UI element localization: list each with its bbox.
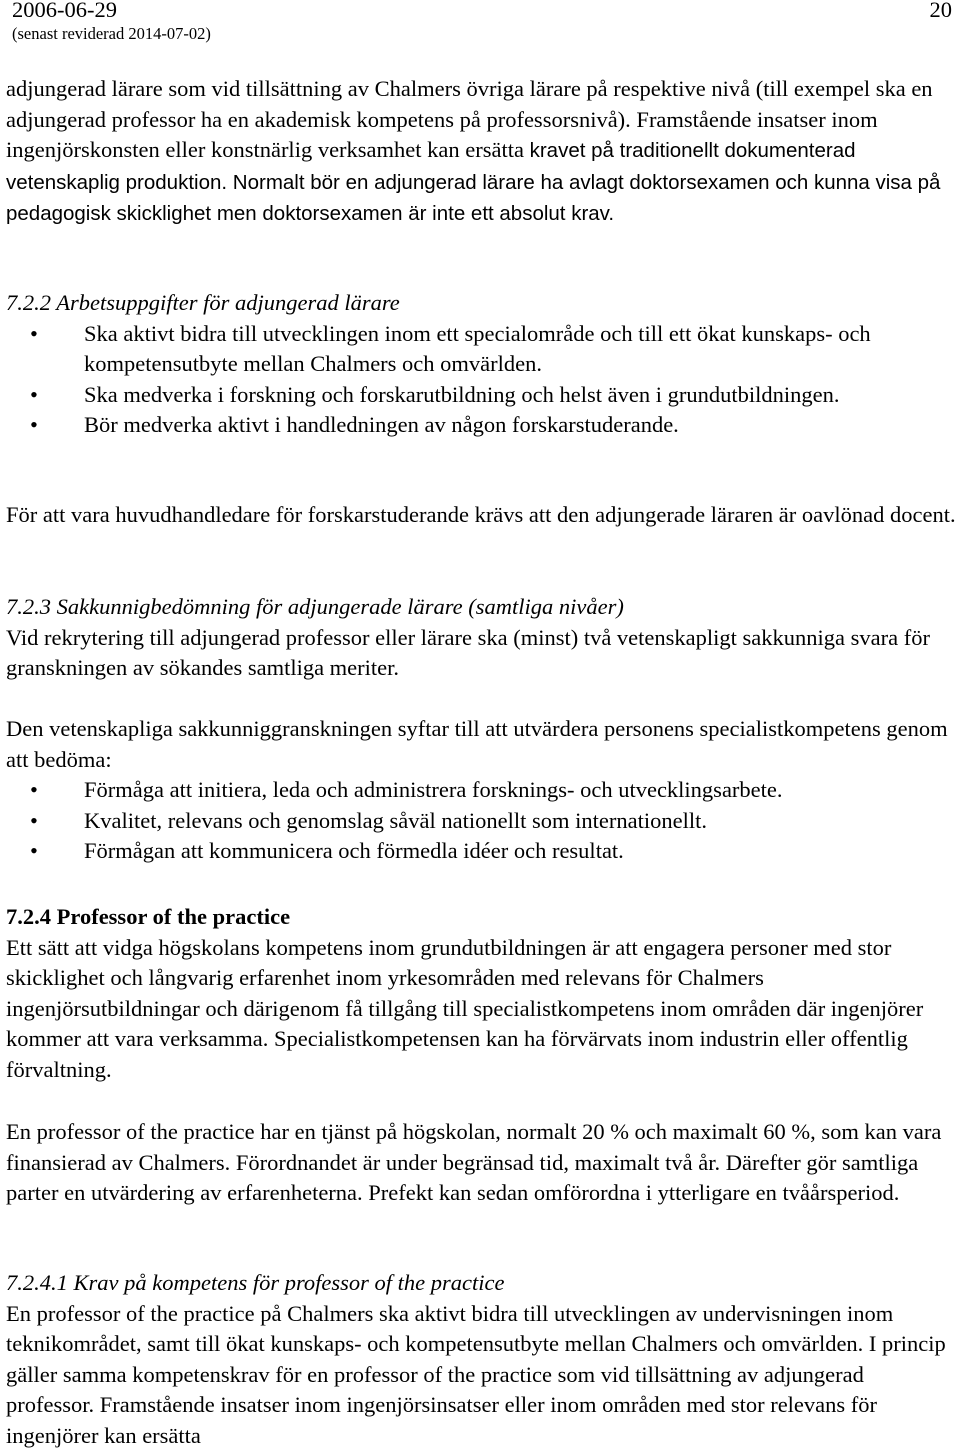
paragraph: För att vara huvudhandledare för forskarstuderande krävs att den adjungerade läraren är oavlönad docent. — [6, 502, 956, 527]
list-item: • Ska medverka i forskning och forskarutbildning och helst även i grundutbildningen. — [6, 380, 956, 411]
section-heading: 7.2.3 Sakkunnigbedömning för adjungerade lärare (samtliga nivåer) — [6, 594, 624, 619]
paragraph: En professor of the practice på Chalmers ska aktivt bidra till utvecklingen av undervisningen inom teknikområdet, samt till ökat kunskaps- och kompetensutbyte mellan Chalmers och omvärlden. I princip gäller samma kompetenskrav för en professor of the practice som vid tillsättning av adjungerad professor. Framstående insatser inom ingenjörsinsatser eller inom områden med stor relevans för ingenjörer kan ersätta — [6, 1300, 946, 1448]
bullet-list — [6, 775, 956, 867]
intro-sans-text-1: kravet på traditionellt dokumenterad vetenskaplig produktion. — [6, 139, 856, 194]
paragraph: Vid rekrytering till adjungerad professor eller lärare ska (minst) två vetenskapligt sakkunniga svara för granskningen av sökandes samtliga meriter. — [6, 624, 930, 680]
header-revised: (senast reviderad 2014-07-02) — [12, 24, 211, 43]
list-item: • Bör medverka aktivt i handledningen av någon forskarstuderande. — [6, 410, 956, 441]
bullet-icon: • — [30, 412, 38, 437]
bullet-list — [6, 319, 956, 441]
bullet-icon: • — [30, 381, 38, 407]
section-7-2-3 — [6, 592, 956, 684]
section-heading: 7.2.4 Professor of the practice — [6, 904, 291, 929]
section-7-2-3-criteria — [6, 714, 956, 867]
page-number: 20 — [929, 0, 952, 22]
section-7-2-2 — [6, 288, 956, 441]
list-item: • Kvalitet, relevans och genomslag såväl nationellt som internationellt. — [6, 806, 956, 837]
header-date: 2006-06-29 — [12, 0, 117, 22]
list-item: • Ska aktivt bidra till utvecklingen inom ett specialområde och till ett ökat kunskaps- och kompetensutbyte mellan Chalmers och omvärlden. — [30, 320, 871, 376]
paragraph: Den vetenskapliga sakkunniggranskningen syftar till att utvärdera personens specialistkompetens genom att bedöma: — [6, 716, 948, 772]
section-7-2-4 — [6, 902, 956, 1085]
paragraph: En professor of the practice har en tjänst på högskolan, normalt 20 % och maximalt 60 %, som kan vara finansierad av Chalmers. Förordnandet är under begränsad tid, maximalt två år. Därefter gör samtliga parter en utvärdering av erfarenheterna. Prefekt kan sedan omförordna i ytterligare en tvåårsperiod. — [6, 1119, 942, 1205]
list-item: • Förmåga att initiera, leda och administrera forsknings- och utvecklingsarbete. — [6, 775, 956, 806]
intro-sans-text-2: Normalt bör en adjungerad lärare ha avlagt doktorsexamen och kunna visa på pedagogisk skicklighet men doktorsexamen är inte ett absolut krav. — [6, 170, 941, 225]
list-item: • Förmågan att kommunicera och förmedla idéer och resultat. — [6, 836, 956, 867]
intro-paragraph — [6, 74, 956, 230]
bullet-icon: • — [30, 320, 38, 346]
bullet-icon: • — [30, 838, 38, 863]
bullet-icon: • — [30, 777, 38, 802]
section-7-2-4-1 — [6, 1268, 956, 1451]
bullet-icon: • — [30, 807, 38, 833]
paragraph: Ett sätt att vidga högskolans kompetens inom grundutbildningen är att engagera personer med stor skicklighet och långvarig erfarenhet inom yrkesområden med relevans för Chalmers ingenjörsutbildningar och därigenom få tillgång till specialistkompetens inom områden där ingenjörer kommer att vara verksamma. Specialistkompetensen kan ha förvärvats inom industrin eller offentlig förvaltning. — [6, 934, 924, 1082]
section-heading: 7.2.4.1 Krav på kompetens för professor of the practice — [6, 1270, 505, 1295]
section-heading: 7.2.2 Arbetsuppgifter för adjungerad lärare — [6, 290, 400, 315]
intro-serif-text: adjungerad lärare som vid tillsättning av Chalmers övriga lärare på respektive nivå (till exempel ska en adjungerad professor ha en akademisk kompetens på professorsnivå). Framstående insatser inom ingenjörskonsten eller konstnärlig verksamhet kan ersätta — [6, 76, 933, 162]
